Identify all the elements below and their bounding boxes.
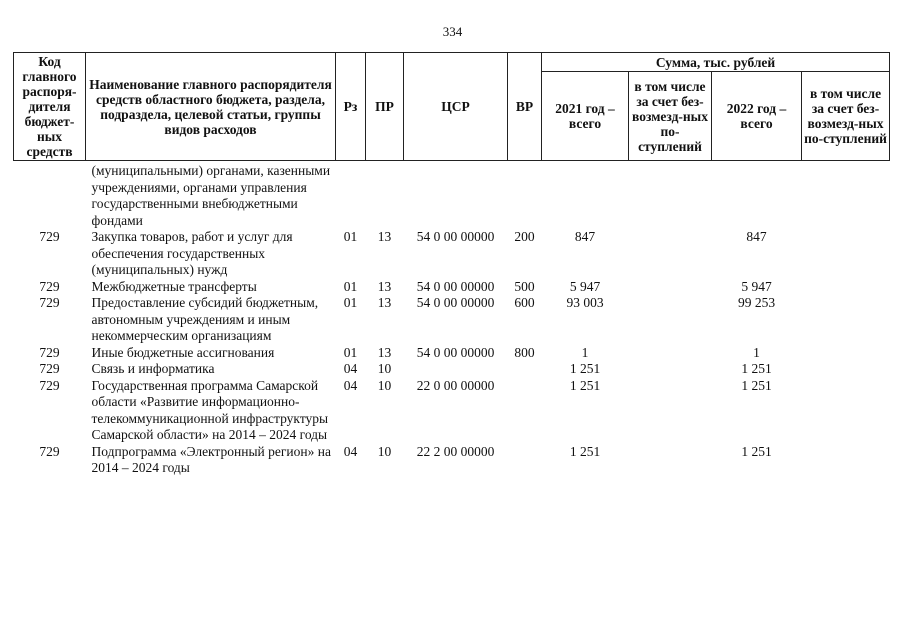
cell-csr: 22 0 00 00000 (416, 377, 495, 393)
cell-2022-free (802, 345, 890, 362)
cell-vr (508, 161, 542, 230)
cell-pr: 13 (377, 229, 392, 244)
cell-rz: 01 (343, 344, 358, 360)
cell-rz (336, 161, 366, 230)
header-csr: ЦСР (404, 53, 508, 161)
cell-vr: 200 (514, 229, 535, 244)
cell-code: 729 (39, 278, 60, 294)
cell-pr: 13 (377, 295, 392, 310)
cell-2021-free (629, 161, 712, 230)
table-row (14, 161, 890, 230)
header-pr: ПР (366, 53, 404, 161)
cell-2022-total: 847 (746, 229, 767, 244)
cell-csr: 54 0 00 00000 (416, 344, 495, 360)
cell-name: Государственная программа Самарской области «Развитие информационно-телекоммуникационной инфраструктуры Самарской области» на 2014 – 2024 годы (91, 377, 329, 442)
cell-2022-free (802, 295, 890, 345)
cell-2022-total: 1 (753, 344, 760, 360)
cell-rz: 01 (343, 229, 358, 244)
table-body (14, 161, 890, 477)
cell-name: (муниципальными) органами, казенными учреждениями, органами управления государственными внебюджетными фондами (91, 163, 331, 228)
cell-csr: 54 0 00 00000 (416, 295, 495, 310)
cell-vr (508, 378, 542, 444)
cell-name: Закупка товаров, работ и услуг для обеспечения государственных (муниципальных) нужд (91, 229, 293, 277)
table-row (14, 444, 890, 477)
cell-pr: 13 (377, 344, 392, 360)
budget-table (13, 52, 890, 477)
cell-2022-free (802, 161, 890, 230)
cell-name: Связь и информатика (91, 361, 215, 376)
cell-code: 729 (39, 229, 60, 244)
cell-code: 729 (39, 361, 60, 376)
header-2022-free: в том числе за счет без-возмезд-ных по-ступлений (802, 72, 890, 161)
cell-2022-total: 1 251 (741, 443, 772, 459)
header-name: Наименование главного распорядителя средств областного бюджета, раздела, подраздела, целевой статьи, группы видов расходов (86, 53, 336, 161)
cell-2022-free (802, 229, 890, 279)
cell-2021-total: 847 (574, 229, 596, 244)
cell-pr: 10 (377, 361, 392, 376)
cell-name: Предоставление субсидий бюджетным, автономным учреждениям и иным некоммерческим организациям (91, 295, 319, 343)
cell-name: Иные бюджетные ассигнования (91, 344, 275, 360)
cell-csr: 22 2 00 00000 (416, 443, 495, 459)
cell-csr (404, 161, 508, 230)
header-2021-total: 2021 год – всего (542, 72, 629, 161)
header-2021-free: в том числе за счет без-возмезд-ных по-ступлений (629, 72, 712, 161)
table-row (14, 279, 890, 296)
cell-pr: 13 (377, 278, 392, 294)
cell-csr: 54 0 00 00000 (416, 278, 495, 294)
cell-name: Подпрограмма «Электронный регион» на 2014 – 2024 годы (91, 443, 331, 475)
cell-vr: 500 (514, 278, 535, 294)
cell-code: 729 (39, 344, 60, 360)
cell-pr: 10 (377, 377, 392, 393)
table-row (14, 345, 890, 362)
table-row (14, 378, 890, 444)
cell-pr: 10 (377, 443, 392, 459)
cell-vr (508, 444, 542, 477)
cell-csr (404, 361, 508, 378)
cell-2022-free (802, 361, 890, 378)
cell-rz: 01 (343, 278, 358, 294)
cell-rz: 01 (343, 295, 358, 310)
cell-2022-total: 1 251 (741, 361, 772, 376)
cell-2021-free (629, 361, 712, 378)
cell-rz: 04 (343, 361, 358, 376)
cell-vr (508, 361, 542, 378)
cell-2022-total (712, 161, 802, 230)
cell-2021-total: 5 947 (569, 278, 601, 294)
cell-2022-free (802, 378, 890, 444)
cell-2022-total: 5 947 (741, 278, 772, 294)
header-sum: Сумма, тыс. рублей (542, 53, 890, 72)
cell-2021-free (629, 345, 712, 362)
cell-rz: 04 (343, 443, 358, 459)
cell-code (14, 161, 86, 230)
cell-2021-total: 1 251 (569, 443, 601, 459)
cell-2021-total: 93 003 (566, 295, 604, 310)
cell-2021-free (629, 229, 712, 279)
cell-code: 729 (39, 443, 60, 459)
cell-2021-total (542, 161, 629, 230)
header-vr: ВР (508, 53, 542, 161)
table-row (14, 361, 890, 378)
cell-2022-total: 1 251 (741, 377, 772, 393)
cell-2022-free (802, 279, 890, 296)
cell-name: Межбюджетные трансферты (91, 278, 257, 294)
header-2022-total: 2022 год – всего (712, 72, 802, 161)
cell-code: 729 (39, 295, 60, 310)
cell-2021-total: 1 (581, 344, 589, 360)
table-row (14, 229, 890, 279)
cell-2021-free (629, 378, 712, 444)
cell-vr: 600 (514, 295, 535, 310)
table-row (14, 295, 890, 345)
cell-2022-total: 99 253 (737, 295, 776, 310)
cell-2021-free (629, 444, 712, 477)
cell-2021-free (629, 279, 712, 296)
cell-2021-total: 1 251 (569, 361, 601, 376)
table-header (14, 53, 890, 161)
cell-vr: 800 (514, 344, 535, 360)
cell-rz: 04 (343, 377, 358, 393)
cell-2022-free (802, 444, 890, 477)
cell-code: 729 (39, 377, 60, 393)
cell-2021-total: 1 251 (569, 377, 601, 393)
header-code: Код главного распоря-дителя бюджет-ных средств (14, 53, 86, 161)
cell-csr: 54 0 00 00000 (416, 229, 495, 244)
cell-pr (366, 161, 404, 230)
cell-2021-free (629, 295, 712, 345)
header-rz: Рз (336, 53, 366, 161)
page-number: 334 (442, 24, 463, 39)
